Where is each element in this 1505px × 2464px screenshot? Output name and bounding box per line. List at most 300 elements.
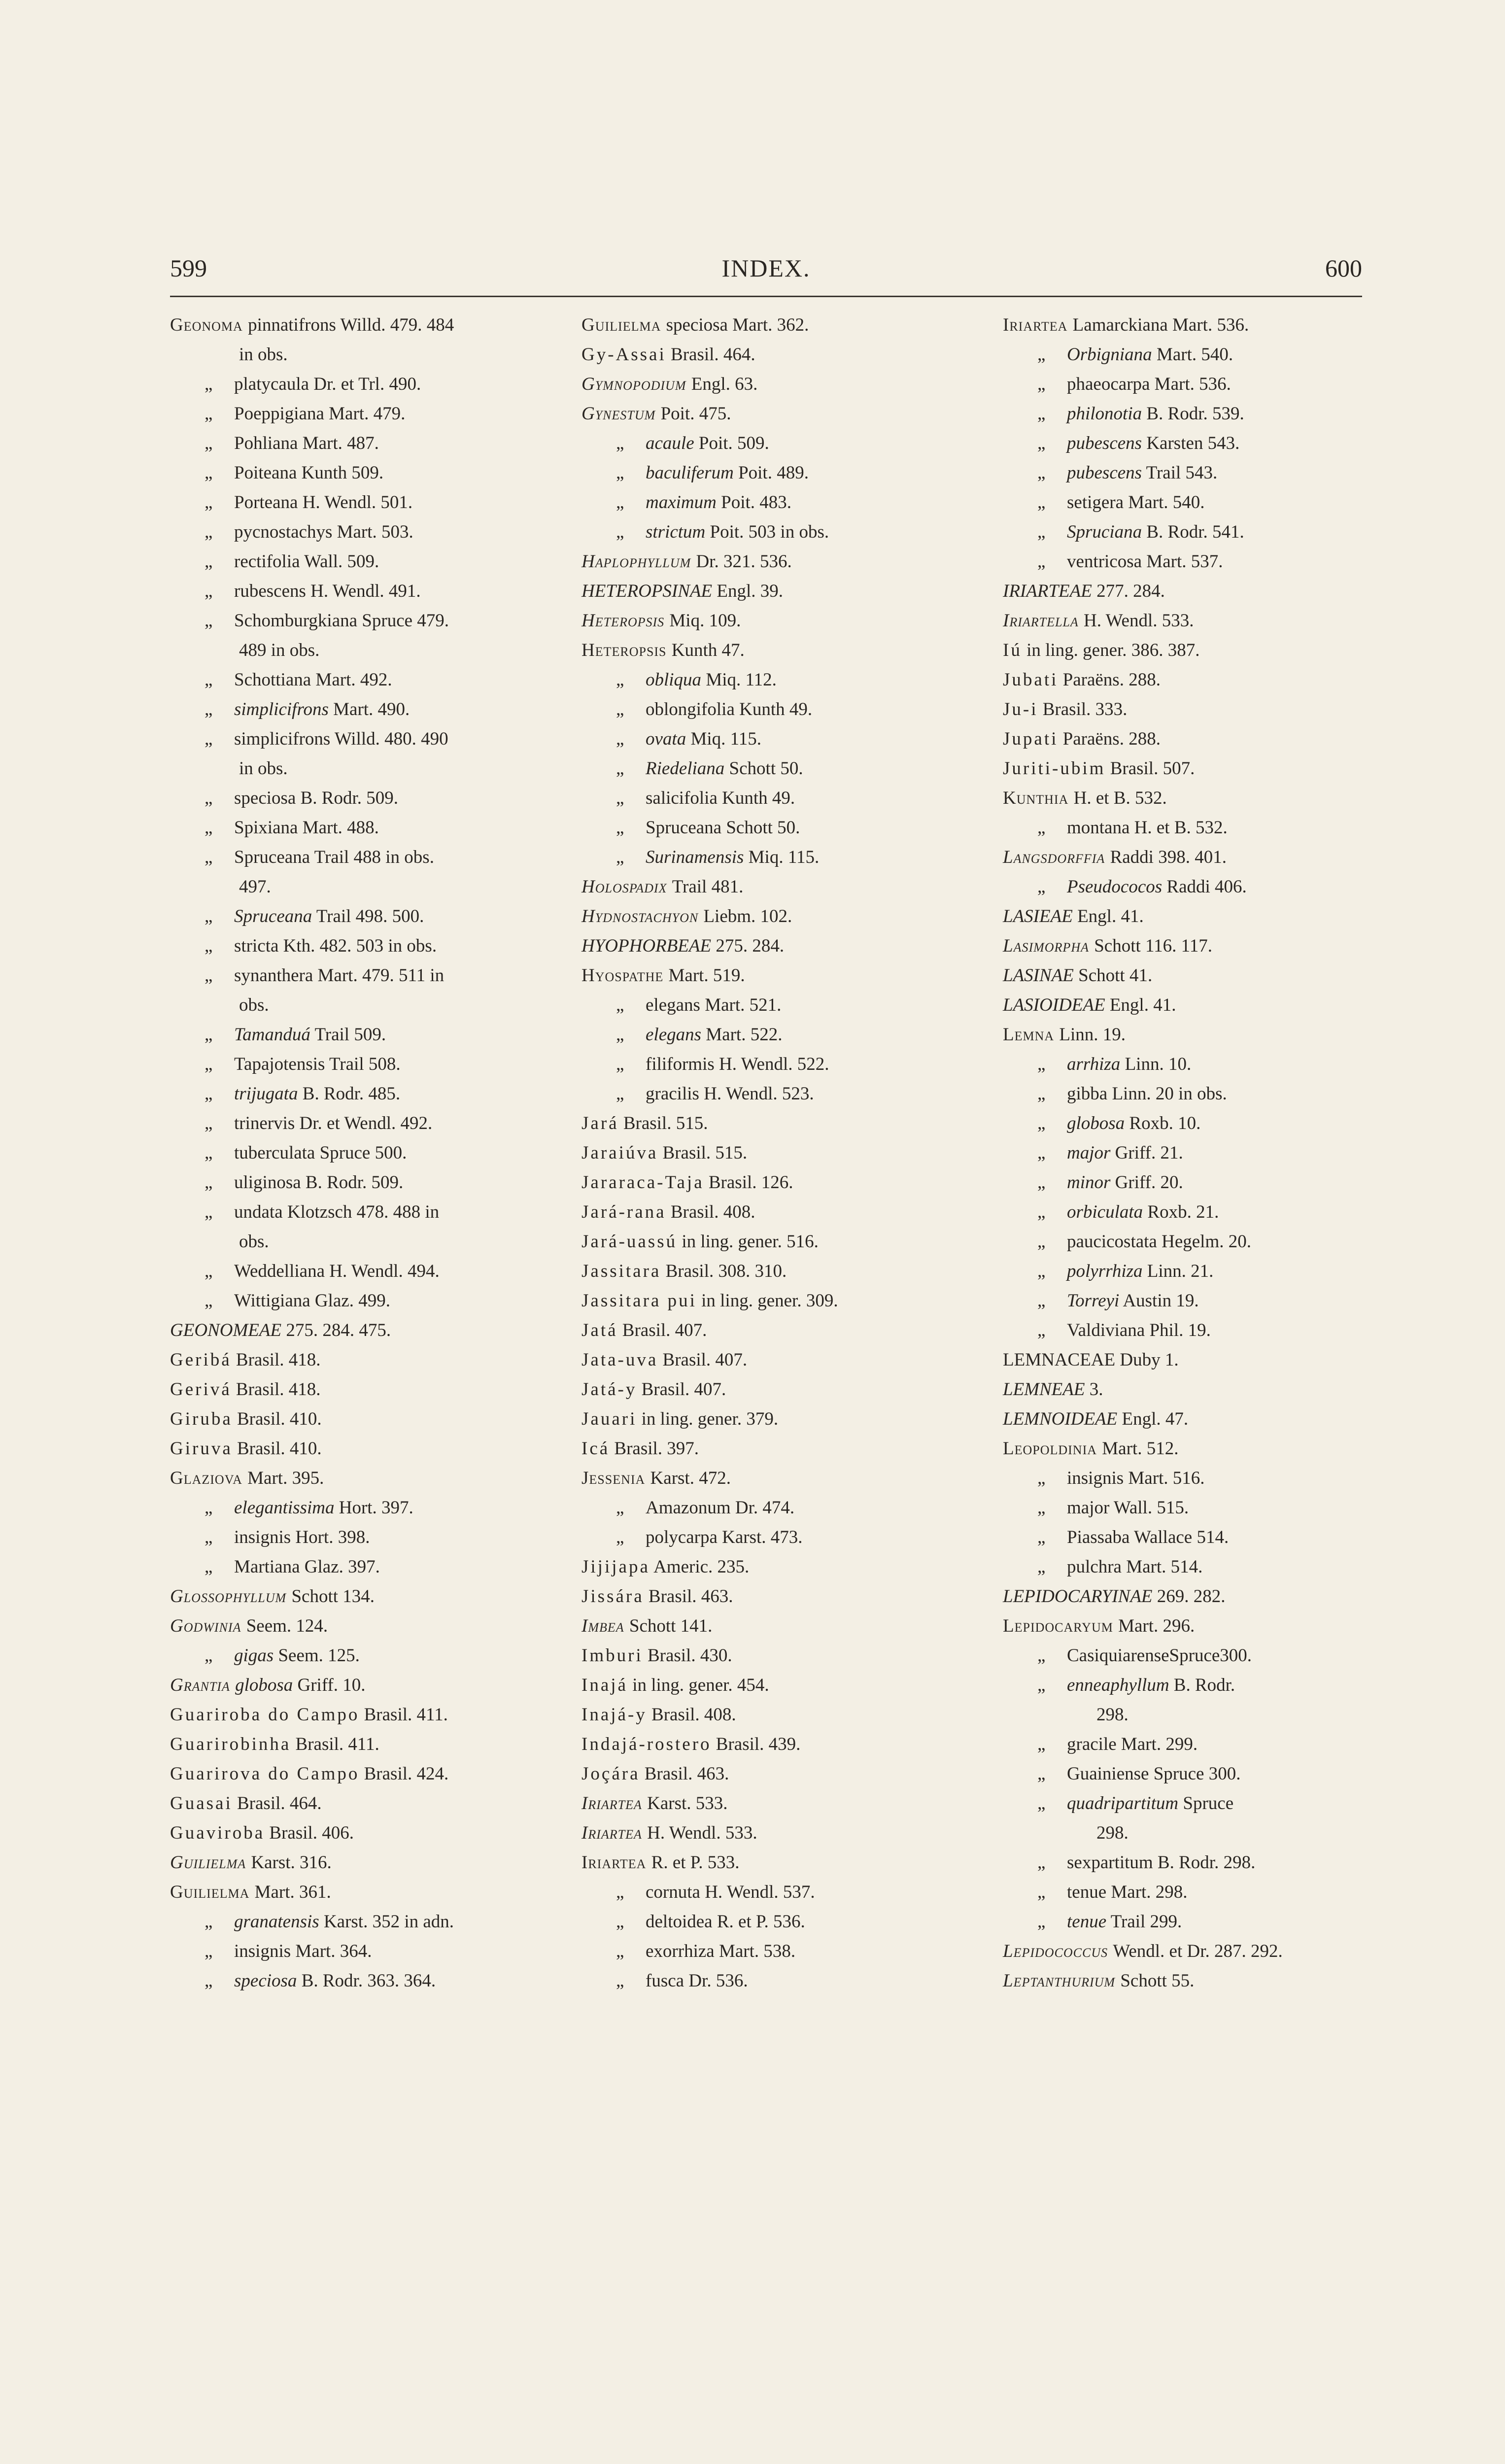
species-name-italic: pubescens (1067, 463, 1142, 483)
entry-text: Roxb. 21. (1143, 1202, 1219, 1222)
index-entry (581, 1759, 956, 1789)
index-entry (1003, 1552, 1377, 1582)
index-entry (1003, 813, 1377, 843)
index-entry (1003, 754, 1377, 784)
index-entry (1003, 902, 1377, 931)
entry-text: Roxb. 10. (1125, 1113, 1201, 1133)
index-entry (1003, 1907, 1377, 1937)
entry-text: Poiteana Kunth 509. (234, 463, 384, 483)
genus-name: Leopoldinia (1003, 1438, 1102, 1459)
genus-synonym: Lepidococcus (1003, 1941, 1113, 1961)
entry-text: Trail 481. (672, 877, 744, 897)
ditto-mark: „ (205, 1527, 213, 1547)
vernacular-name: Iú (1003, 640, 1022, 660)
genus-synonym: Gynestum (581, 404, 661, 424)
tribe-name: LASINAE (1003, 965, 1074, 986)
entry-text: Miq. 112. (701, 670, 777, 690)
index-entry (581, 1345, 956, 1375)
genus-name: Hyospathe (581, 965, 669, 986)
vernacular-name: Inajá (581, 1675, 628, 1695)
ditto-mark: „ (205, 1645, 213, 1666)
index-entry (170, 1345, 549, 1375)
entry-text: Hort. 397. (334, 1498, 413, 1518)
vernacular-name: Juriti-ubim (1003, 758, 1106, 779)
index-entry (581, 724, 956, 754)
entry-text: exorrhiza Mart. 538. (646, 1941, 796, 1961)
entry-text: Griff. 10. (293, 1675, 366, 1695)
entry-text: Brasil. 515. (658, 1143, 748, 1163)
ditto-mark: „ (205, 1172, 213, 1193)
index-entry (170, 1848, 549, 1878)
index-entry (581, 1316, 956, 1345)
index-entry (581, 310, 956, 340)
ditto-mark: „ (616, 522, 624, 542)
entry-text: Brasil. 463. (640, 1764, 729, 1784)
ditto-mark: „ (616, 1084, 624, 1104)
entry-text: Karsten 543. (1142, 433, 1240, 453)
species-name-italic: maximum (646, 492, 717, 513)
ditto-mark: „ (205, 611, 213, 631)
ditto-mark: „ (1037, 1291, 1046, 1311)
index-entry (1003, 1286, 1377, 1316)
index-entry (581, 1464, 956, 1493)
entry-text: Paraëns. 288. (1058, 729, 1161, 749)
entry-text: Linn. 10. (1120, 1054, 1192, 1074)
species-name-italic: Surinamensis (646, 847, 744, 867)
ditto-mark: „ (205, 1113, 213, 1133)
index-entry (1003, 1168, 1377, 1198)
ditto-mark: „ (616, 1025, 624, 1045)
index-entry (1003, 1730, 1377, 1759)
entry-text: B. Rodr. 485. (298, 1084, 401, 1104)
index-entry (170, 1907, 549, 1937)
entry-text: Brasil. 418. (231, 1379, 321, 1400)
index-entry (581, 1700, 956, 1730)
entry-text: in ling. gener. 454. (627, 1675, 769, 1695)
entry-text: 275. 284. (711, 936, 785, 956)
entry-text: oblongifolia Kunth 49. (646, 699, 813, 719)
index-entry (581, 1050, 956, 1079)
entry-text: Liebm. 102. (703, 906, 792, 926)
genus-name: Jessenia (581, 1468, 650, 1488)
index-entry (1003, 1198, 1377, 1227)
ditto-mark: „ (616, 433, 624, 453)
species-name-italic: minor (1067, 1172, 1111, 1193)
entry-text: filiformis H. Wendl. 522. (646, 1054, 829, 1074)
entry-continuation: in obs. (239, 758, 288, 779)
entry-text: pycnostachys Mart. 503. (234, 522, 413, 542)
index-entry (1003, 577, 1377, 606)
index-entry (1003, 1316, 1377, 1345)
vernacular-name: Giruva (170, 1438, 233, 1459)
index-entry (170, 695, 549, 724)
ditto-mark: „ (1037, 1320, 1046, 1340)
entry-text: Brasil. 407. (658, 1350, 748, 1370)
ditto-mark: „ (205, 1025, 213, 1045)
index-entry (581, 991, 956, 1020)
species-name-italic: acaule (646, 433, 694, 453)
vernacular-name: Jararaca-Taja (581, 1172, 704, 1193)
genus-name: Iriartea (1003, 315, 1073, 335)
vernacular-name: Geribá (170, 1350, 232, 1370)
entry-text: Weddelliana H. Wendl. 494. (234, 1261, 440, 1281)
entry-text: insignis Mart. 364. (234, 1941, 372, 1961)
vernacular-name: Jará-rana (581, 1202, 666, 1222)
ditto-mark: „ (205, 936, 213, 956)
entry-text: ventricosa Mart. 537. (1067, 551, 1223, 572)
genus-name: Lemna (1003, 1025, 1060, 1045)
index-entry (581, 340, 956, 370)
ditto-mark: „ (1037, 1527, 1046, 1547)
entry-text: trinervis Dr. et Wendl. 492. (234, 1113, 433, 1133)
index-entry (170, 488, 549, 517)
entry-text: Schott 116. 117. (1094, 936, 1213, 956)
index-entry (581, 1641, 956, 1671)
entry-text: major Wall. 515. (1067, 1498, 1189, 1518)
ditto-mark: „ (1037, 1054, 1046, 1074)
index-entry (170, 577, 549, 606)
ditto-mark: „ (205, 1202, 213, 1222)
index-entry (170, 370, 549, 399)
entry-text: Brasil. 464. (232, 1793, 322, 1814)
index-entry (581, 1257, 956, 1286)
genus-name: Guilielma (170, 1882, 255, 1902)
index-entry (170, 1020, 549, 1050)
ditto-mark: „ (1037, 1645, 1046, 1666)
entry-text: gibba Linn. 20 in obs. (1067, 1084, 1227, 1104)
vernacular-name: Giruba (170, 1409, 233, 1429)
tribe-name: LEMNEAE (1003, 1379, 1085, 1400)
ditto-mark: „ (1037, 1793, 1046, 1814)
index-entry (581, 1434, 956, 1464)
entry-text: in ling. gener. 516. (677, 1232, 819, 1252)
index-entry (170, 1789, 549, 1818)
entry-text: stricta Kth. 482. 503 in obs. (234, 936, 437, 956)
genus-synonym: Godwinia (170, 1616, 246, 1636)
entry-text: tenue Mart. 298. (1067, 1882, 1188, 1902)
entry-text: Karst. 533. (647, 1793, 728, 1814)
tribe-name: LASIEAE (1003, 906, 1073, 926)
index-entry (170, 872, 549, 902)
index-entry (1003, 1020, 1377, 1050)
genus-name: Geonoma (170, 315, 248, 335)
entry-text: cornuta H. Wendl. 537. (646, 1882, 815, 1902)
ditto-mark: „ (1037, 344, 1046, 365)
entry-text: insignis Hort. 398. (234, 1527, 370, 1547)
genus-synonym: Hydnostachyon (581, 906, 704, 926)
index-entry (581, 1493, 956, 1523)
genus-name: Kunthia (1003, 788, 1074, 808)
entry-text: Brasil. 410. (232, 1438, 322, 1459)
entry-text: rectifolia Wall. 509. (234, 551, 379, 572)
index-entry (170, 1611, 549, 1641)
index-column-2 (581, 310, 956, 1996)
entry-text: Schottiana Mart. 492. (234, 670, 392, 690)
vernacular-name: Jará-uassú (581, 1232, 678, 1252)
index-entry (170, 1138, 549, 1168)
index-entry (170, 1168, 549, 1198)
ditto-mark: „ (616, 818, 624, 838)
vernacular-name: Jatá-y (581, 1379, 637, 1400)
entry-text: Mart. 395. (247, 1468, 324, 1488)
tribe-name: IRIARTEAE (1003, 581, 1092, 601)
vernacular-name: Guariroba do Campo (170, 1705, 360, 1725)
tribe-name: LEMNOIDEAE (1003, 1409, 1118, 1429)
index-entry (581, 902, 956, 931)
index-entry (1003, 1789, 1377, 1818)
index-entry (170, 399, 549, 429)
index-entry (581, 1523, 956, 1552)
index-entry (1003, 1227, 1377, 1257)
genus-synonym: Iriartella (1003, 611, 1084, 631)
entry-text: Linn. 19. (1059, 1025, 1126, 1045)
index-entry (1003, 1700, 1377, 1730)
genus-synonym: Guilielma (170, 1852, 251, 1873)
index-entry (170, 1316, 549, 1345)
index-entry (170, 665, 549, 695)
entry-text: Brasil. 463. (644, 1586, 733, 1607)
index-entry (1003, 1109, 1377, 1138)
index-entry (581, 1848, 956, 1878)
index-entry (1003, 310, 1377, 340)
index-entry (581, 1611, 956, 1641)
entry-text: Raddi 406. (1162, 877, 1247, 897)
ditto-mark: „ (616, 995, 624, 1015)
entry-text: Spruceana Schott 50. (646, 818, 800, 838)
ditto-mark: „ (1037, 1912, 1046, 1932)
entry-text: in ling. gener. 386. 387. (1022, 640, 1200, 660)
entry-text: Linn. 21. (1142, 1261, 1214, 1281)
ditto-mark: „ (1037, 551, 1046, 572)
species-name-italic: baculiferum (646, 463, 734, 483)
entry-text: Dr. 321. 536. (696, 551, 792, 572)
species-name-italic: philonotia (1067, 404, 1142, 424)
entry-text: Americ. 235. (650, 1557, 750, 1577)
entry-text: simplicifrons Willd. 480. 490 (234, 729, 448, 749)
index-entry (1003, 665, 1377, 695)
index-entry (581, 931, 956, 961)
species-name-italic: globosa (1067, 1113, 1125, 1133)
index-entry (581, 1375, 956, 1404)
index-entry (170, 1079, 549, 1109)
index-entry (581, 458, 956, 488)
index-entry (581, 1020, 956, 1050)
entry-text: B. Rodr. 363. 364. (297, 1971, 436, 1991)
index-entry (170, 1818, 549, 1848)
index-entry (581, 1671, 956, 1700)
ditto-mark: „ (205, 433, 213, 453)
entry-text: Engl. 41. (1072, 906, 1144, 926)
index-entry (1003, 843, 1377, 872)
entry-text: 277. 284. (1092, 581, 1165, 601)
ditto-mark: „ (1037, 1498, 1046, 1518)
index-entry (1003, 547, 1377, 577)
ditto-mark: „ (616, 670, 624, 690)
entry-text: Engl. 63. (691, 374, 758, 394)
entry-text: B. Rodr. (1169, 1675, 1235, 1695)
entry-text: Brasil. 333. (1038, 699, 1128, 719)
entry-text: H. et B. 532. (1073, 788, 1167, 808)
index-entry (581, 1582, 956, 1611)
ditto-mark: „ (205, 1054, 213, 1074)
index-entry (1003, 340, 1377, 370)
entry-text: paucicostata Hegelm. 20. (1067, 1232, 1251, 1252)
index-entry (170, 724, 549, 754)
vernacular-name: Jará (581, 1113, 619, 1133)
entry-text: Raddi 398. 401. (1110, 847, 1227, 867)
entry-text: B. Rodr. 541. (1142, 522, 1244, 542)
index-entry (1003, 1375, 1377, 1404)
entry-text: Brasil. 430. (643, 1645, 732, 1666)
index-entry (170, 1257, 549, 1286)
entry-text: gracilis H. Wendl. 523. (646, 1084, 814, 1104)
vernacular-name: Jupati (1003, 729, 1059, 749)
index-entry (581, 488, 956, 517)
index-entry (170, 1523, 549, 1552)
species-name-italic: major (1067, 1143, 1111, 1163)
entry-text: H. Wendl. 533. (1084, 611, 1194, 631)
index-entry (1003, 1641, 1377, 1671)
index-entry (581, 872, 956, 902)
species-name-italic: granatensis (234, 1912, 319, 1932)
species-name-italic: polyrrhiza (1067, 1261, 1143, 1281)
entry-text: R. et P. 533. (651, 1852, 740, 1873)
index-entry (1003, 1611, 1377, 1641)
ditto-mark: „ (1037, 1882, 1046, 1902)
ditto-mark: „ (205, 1971, 213, 1991)
species-name-italic: tenue (1067, 1912, 1107, 1932)
entry-text: Austin 19. (1119, 1291, 1199, 1311)
genus-synonym: Iriartea (581, 1823, 648, 1843)
entry-text: Trail 498. 500. (312, 906, 424, 926)
ditto-mark: „ (1037, 1764, 1046, 1784)
index-column-3 (1003, 310, 1377, 1996)
vernacular-name: Guarirobinha (170, 1734, 291, 1754)
entry-text: Duby 1. (1115, 1350, 1179, 1370)
ditto-mark: „ (1037, 463, 1046, 483)
entry-text: CasiquiarenseSpruce300. (1067, 1645, 1252, 1666)
ditto-mark: „ (1037, 1202, 1046, 1222)
genus-synonym: Holospadix (581, 877, 672, 897)
entry-text: Spruceana Trail 488 in obs. (234, 847, 434, 867)
index-entry (581, 1789, 956, 1818)
species-name-italic: globosa (235, 1675, 293, 1695)
index-entry (170, 429, 549, 458)
index-entry (581, 1730, 956, 1759)
entry-text: Schott 134. (291, 1586, 375, 1607)
index-entry (581, 813, 956, 843)
index-entry (1003, 1050, 1377, 1079)
entry-text: Schott 50. (724, 758, 803, 779)
index-entry (1003, 724, 1377, 754)
index-entry (581, 1937, 956, 1966)
ditto-mark: „ (205, 818, 213, 838)
vernacular-name: Imburi (581, 1645, 643, 1666)
index-entry (1003, 1848, 1377, 1878)
entry-text: Spixiana Mart. 488. (234, 818, 379, 838)
entry-text: Pohliana Mart. 487. (234, 433, 379, 453)
entry-text: Griff. 20. (1110, 1172, 1183, 1193)
entry-text: salicifolia Kunth 49. (646, 788, 795, 808)
index-entry (170, 547, 549, 577)
entry-text: synanthera Mart. 479. 511 in (234, 965, 445, 986)
index-entry (1003, 1878, 1377, 1907)
genus-name: Iriartea (581, 1852, 651, 1873)
ditto-mark: „ (205, 1557, 213, 1577)
entry-text: Porteana H. Wendl. 501. (234, 492, 413, 513)
species-name-italic: Spruceana (234, 906, 312, 926)
index-entry (170, 1404, 549, 1434)
genus-synonym: Lasimorpha (1003, 936, 1095, 956)
index-entry (170, 636, 549, 665)
entry-text: Seem. 125. (274, 1645, 360, 1666)
ditto-mark: „ (1037, 433, 1046, 453)
index-entry (170, 961, 549, 991)
index-entry (1003, 1966, 1377, 1996)
vernacular-name: Inajá-y (581, 1705, 647, 1725)
entry-text: Karst. 316. (251, 1852, 332, 1873)
index-entry (581, 1966, 956, 1996)
entry-text: Schott 41. (1073, 965, 1153, 986)
ditto-mark: „ (1037, 404, 1046, 424)
index-entry (581, 665, 956, 695)
index-entry (1003, 1523, 1377, 1552)
species-name-italic: speciosa (234, 1971, 297, 1991)
entry-text: Engl. 41. (1105, 995, 1176, 1015)
index-entry (1003, 399, 1377, 429)
ditto-mark: „ (616, 1054, 624, 1074)
ditto-mark: „ (616, 1941, 624, 1961)
index-entry (170, 1493, 549, 1523)
ditto-mark: „ (616, 729, 624, 749)
index-entry (1003, 872, 1377, 902)
ditto-mark: „ (1037, 1468, 1046, 1488)
index-entry (170, 606, 549, 636)
entry-text: Karst. 352 in adn. (319, 1912, 454, 1932)
index-entry (581, 1552, 956, 1582)
ditto-mark: „ (616, 463, 624, 483)
genus-synonym: Leptanthurium (1003, 1971, 1121, 1991)
index-entry (1003, 784, 1377, 813)
vernacular-name: Joçára (581, 1764, 640, 1784)
species-name-italic: quadripartitum (1067, 1793, 1179, 1814)
tribe-name: HETEROPSINAE (581, 581, 713, 601)
entry-text: tuberculata Spruce 500. (234, 1143, 407, 1163)
index-entry (170, 1375, 549, 1404)
index-entry (170, 340, 549, 370)
index-entry (581, 1286, 956, 1316)
index-entry (581, 1109, 956, 1138)
index-entry (1003, 1493, 1377, 1523)
ditto-mark: „ (205, 729, 213, 749)
ditto-mark: „ (205, 1143, 213, 1163)
entry-text: Brasil. 507. (1105, 758, 1195, 779)
index-entry (581, 1138, 956, 1168)
entry-text: Poit. 483. (716, 492, 792, 513)
index-entry (581, 577, 956, 606)
entry-text: Brasil. 410. (232, 1409, 322, 1429)
index-entry (170, 1198, 549, 1227)
vernacular-name: Jaraiúva (581, 1143, 658, 1163)
ditto-mark: „ (1037, 374, 1046, 394)
index-entry (1003, 1345, 1377, 1375)
entry-text: H. Wendl. 533. (647, 1823, 757, 1843)
species-name-italic: obliqua (646, 670, 702, 690)
tribe-name: LASIOIDEAE (1003, 995, 1105, 1015)
index-entry (1003, 1671, 1377, 1700)
entry-text: Poit. 489. (733, 463, 809, 483)
entry-text: Schomburgkiana Spruce 479. (234, 611, 449, 631)
